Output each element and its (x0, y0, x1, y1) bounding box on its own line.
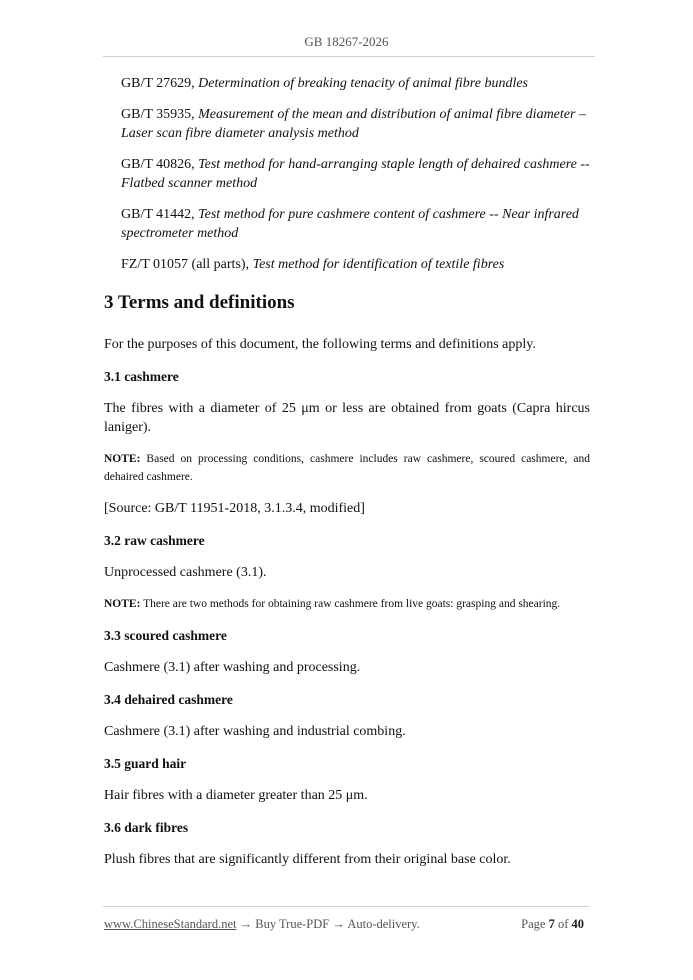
page-total: 40 (571, 917, 584, 931)
footer-promo (104, 917, 420, 932)
reference-item (104, 205, 590, 243)
document-body (104, 74, 590, 882)
header-divider (103, 56, 595, 57)
reference-title: Test method for hand-arranging staple length of dehaired cashmere -- Flatbed scanner method (121, 157, 590, 191)
term-note (104, 450, 590, 486)
reference-item (104, 155, 590, 193)
page-label: Page (521, 917, 549, 931)
term-heading: 3.5 guard hair (104, 756, 187, 771)
term-definition: Plush fibres that are significantly different from their original base color. (104, 852, 511, 867)
page-header: GB 18267-2026 (304, 34, 389, 49)
note-text: There are two methods for obtaining raw cashmere from live goats: grasping and shearing. (140, 598, 561, 610)
reference-title: Test method for identification of textile fibres (252, 257, 505, 272)
reference-code: FZ/T 01057 (all parts), (121, 257, 253, 272)
term-definition: Unprocessed cashmere (3.1). (104, 565, 267, 580)
reference-code: GB/T 40826, (121, 157, 199, 172)
page-number (521, 917, 584, 932)
term-definition: Cashmere (3.1) after washing and industrial combing. (104, 724, 406, 739)
note-label: NOTE: (104, 598, 141, 610)
note-label: NOTE: (104, 453, 141, 465)
term-source: [Source: GB/T 11951-2018, 3.1.3.4, modified] (104, 501, 365, 516)
page-of: of (554, 917, 572, 931)
footer-divider (103, 906, 589, 907)
buy-text: Buy True-PDF (255, 917, 330, 931)
arrow-icon: → (329, 917, 348, 931)
reference-code: GB/T 41442, (121, 207, 199, 222)
term-heading: 3.6 dark fibres (104, 820, 189, 835)
section-intro: For the purposes of this document, the following terms and definitions apply. (104, 337, 536, 352)
arrow-icon: → (236, 917, 256, 931)
section-heading: 3 Terms and definitions (104, 292, 295, 313)
term-note (104, 595, 590, 613)
delivery-text: Auto-delivery. (347, 917, 420, 931)
page-current: 7 (548, 917, 555, 931)
term-definition: Cashmere (3.1) after washing and processing. (104, 660, 361, 675)
reference-title: Determination of breaking tenacity of animal fibre bundles (198, 76, 528, 91)
site-link[interactable]: www.ChineseStandard.net (104, 917, 237, 931)
reference-item (104, 105, 590, 143)
reference-item (104, 255, 590, 274)
note-text: Based on processing conditions, cashmere includes raw cashmere, scoured cashmere, and dehaired cashmere. (104, 453, 590, 483)
term-heading: 3.4 dehaired cashmere (104, 692, 233, 707)
reference-title: Test method for pure cashmere content of cashmere -- Near infrared spectrometer method (121, 207, 579, 241)
term-definition: The fibres with a diameter of 25 μm or less are obtained from goats (Capra hircus laniger). (104, 401, 590, 435)
reference-item (104, 74, 590, 93)
reference-code: GB/T 27629, (121, 76, 199, 91)
term-heading: 3.2 raw cashmere (104, 533, 205, 548)
term-heading: 3.1 cashmere (104, 369, 179, 384)
reference-code: GB/T 35935, (121, 107, 199, 122)
reference-title: Measurement of the mean and distribution of animal fibre diameter – Laser scan fibre diameter analysis method (121, 107, 586, 141)
term-heading: 3.3 scoured cashmere (104, 628, 227, 643)
term-definition: Hair fibres with a diameter greater than 25 μm. (104, 788, 368, 803)
